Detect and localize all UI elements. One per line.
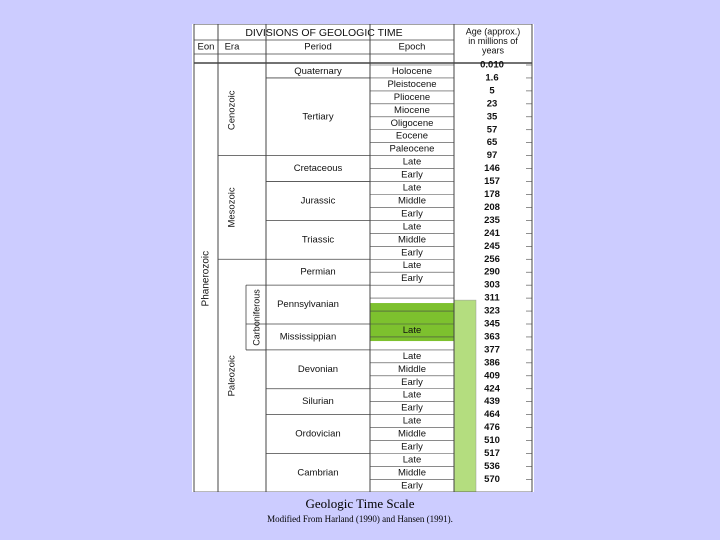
- epoch-label: Eocene: [395, 130, 429, 142]
- epoch-label: Late: [402, 182, 422, 194]
- age-value: 424: [484, 383, 500, 395]
- epoch-label: Early: [401, 441, 423, 453]
- age-value: 65: [486, 137, 498, 149]
- epoch-label: Early: [401, 376, 423, 388]
- age-value: 5: [489, 85, 495, 97]
- epoch-label: Late: [402, 415, 422, 427]
- period-label: Quaternary: [294, 65, 342, 77]
- age-value: 517: [484, 448, 500, 460]
- age-value: 464: [484, 409, 500, 421]
- period-label: Cretaceous: [293, 163, 343, 175]
- age-value: 303: [484, 279, 500, 291]
- period-label: Devonian: [297, 363, 339, 375]
- epoch-label: Late: [402, 156, 422, 168]
- epoch-label: Middle: [398, 363, 426, 375]
- age-value: 208: [484, 201, 500, 213]
- age-value: 476: [484, 422, 500, 434]
- age-value: 409: [484, 370, 500, 382]
- period-label: Pennsylvanian: [277, 299, 339, 311]
- period-label: Silurian: [302, 396, 334, 408]
- age-value: 146: [484, 163, 500, 175]
- age-value: 178: [484, 189, 500, 201]
- epoch-label: Middle: [398, 467, 426, 479]
- age-value: 35: [486, 111, 498, 123]
- period-label: Permian: [300, 266, 336, 278]
- epoch-label: Miocene: [394, 104, 430, 116]
- epoch-label: Early: [401, 480, 423, 492]
- age-value: 23: [486, 98, 498, 110]
- epoch-label: Pliocene: [393, 91, 431, 103]
- epoch-label: Late: [402, 454, 422, 466]
- highlight-bar: [454, 300, 476, 492]
- age-value: 311: [484, 292, 500, 304]
- era-label: Mesozoic: [226, 187, 238, 228]
- epoch-label: Middle: [398, 428, 426, 440]
- geologic-time-chart: [192, 24, 534, 492]
- epoch-label: Late: [402, 221, 422, 233]
- age-value: 235: [484, 214, 500, 226]
- epoch-label: Holocene: [391, 65, 433, 77]
- epoch-label: Early: [401, 169, 423, 181]
- age-value: 1.6: [485, 72, 499, 84]
- age-value: 57: [486, 124, 498, 136]
- epoch-label: Paleocene: [389, 143, 435, 155]
- epoch-label: Late: [402, 389, 422, 401]
- age-value: 386: [484, 357, 500, 369]
- epoch-label: Oligocene: [390, 117, 434, 129]
- period-label: Mississippian: [279, 331, 337, 343]
- epoch-label: Early: [401, 273, 423, 285]
- age-value: 510: [484, 435, 500, 447]
- age-value: 0.010: [480, 59, 504, 71]
- epoch-label: Late: [402, 260, 422, 272]
- age-value: 245: [484, 240, 500, 252]
- header-eon: Eon: [197, 41, 215, 53]
- period-label: Triassic: [301, 234, 335, 246]
- epoch-label: Early: [401, 402, 423, 414]
- epoch-label: Middle: [398, 195, 426, 207]
- header-age-2: years: [481, 45, 505, 56]
- epoch-label: Late: [402, 350, 422, 362]
- header-age-1: in millions of: [468, 35, 518, 46]
- age-value: 536: [484, 460, 500, 472]
- age-value: 323: [484, 305, 500, 317]
- age-value: 290: [484, 266, 500, 278]
- header-period: Period: [304, 41, 332, 53]
- subperiod-label: Carboniferous: [251, 289, 262, 346]
- header-era: Era: [224, 41, 240, 53]
- age-value: 570: [484, 473, 500, 485]
- age-value: 241: [484, 227, 500, 239]
- age-value: 256: [484, 253, 500, 265]
- epoch-label: Early: [401, 247, 423, 259]
- epoch-label: Middle: [398, 234, 426, 246]
- chart-title: DIVISIONS OF GEOLOGIC TIME: [245, 26, 403, 39]
- era-label: Cenozoic: [226, 90, 238, 131]
- age-value: 345: [484, 318, 500, 330]
- epoch-label: Late: [402, 324, 422, 336]
- header-age-0: Age (approx.): [465, 26, 521, 37]
- age-value: 439: [484, 396, 500, 408]
- era-label: Paleozoic: [226, 355, 238, 397]
- age-value: 97: [486, 150, 498, 162]
- period-label: Jurassic: [300, 195, 336, 207]
- source-note: Modified From Harland (1990) and Hansen (1991).: [267, 514, 453, 524]
- eon-label: Phanerozoic: [200, 250, 212, 307]
- period-label: Cambrian: [297, 467, 339, 479]
- age-value: 363: [484, 331, 500, 343]
- caption: Geologic Time Scale: [305, 496, 415, 511]
- age-value: 377: [484, 344, 500, 356]
- header-epoch: Epoch: [398, 41, 426, 53]
- geologic-time-table: [192, 24, 534, 492]
- epoch-label: Pleistocene: [387, 78, 437, 90]
- period-label: Tertiary: [302, 111, 334, 123]
- epoch-label: Early: [401, 208, 423, 220]
- period-label: Ordovician: [295, 428, 341, 440]
- age-value: 157: [484, 176, 500, 188]
